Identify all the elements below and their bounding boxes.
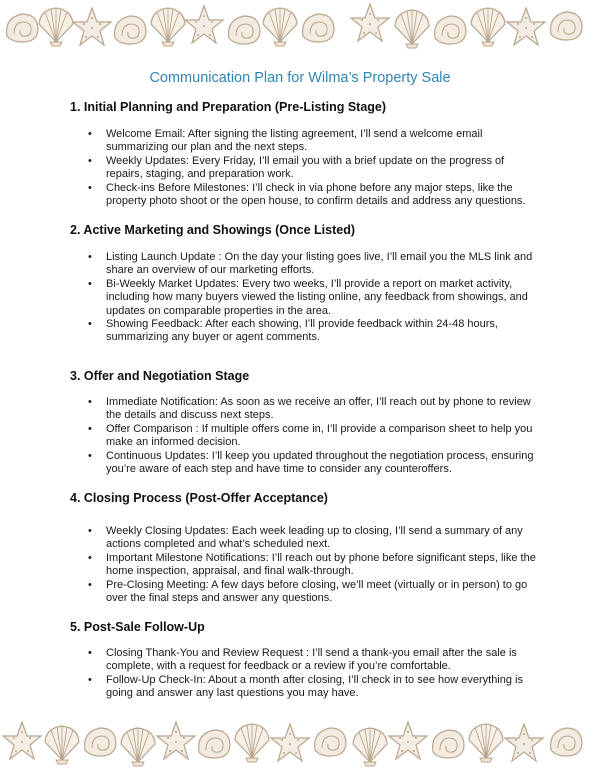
list-item <box>0 423 600 450</box>
page-title: Communication Plan for Wilma’s Property Sale <box>149 70 451 86</box>
list-item <box>0 525 600 552</box>
bullet-icon: • <box>88 422 92 435</box>
item-label: Weekly Closing Updates <box>106 525 226 537</box>
item-text: : If multiple offers come in, I’ll provide a comparison sheet to help you make an informed decision. <box>106 422 533 449</box>
bullet-icon: • <box>88 251 92 263</box>
item-text: : Each week leading up to closing, I’ll send a summary of any actions completed and what’s scheduled next. <box>106 525 523 551</box>
bullet-icon: • <box>88 128 92 140</box>
list-item <box>0 128 600 155</box>
item-text: : On the day your listing goes live, I’ll email you the MLS link and share an overview of our marketing efforts. <box>106 251 533 277</box>
bullet-icon: • <box>88 578 92 591</box>
section-heading: 4. Closing Process (Post-Offer Acceptance) <box>70 491 328 505</box>
section-items <box>0 128 600 208</box>
item-text: : After each showing, I’ll provide feedback within 24-48 hours, summarizing any buyer or agent comments. <box>106 318 498 344</box>
list-item <box>0 552 600 579</box>
list-item <box>0 450 600 477</box>
item-label: Showing Feedback <box>106 318 200 331</box>
list-item <box>0 647 600 674</box>
item-text: : I’ll check in via phone before any major steps, like the property photo shoot or the open house, to confirm details and address any questions. <box>106 181 526 208</box>
section-items <box>0 251 600 345</box>
bullet-icon: • <box>88 396 92 408</box>
section-heading: 2. Active Marketing and Showings (Once Listed) <box>70 223 356 237</box>
bullet-icon: • <box>88 449 92 462</box>
item-label: Closing Thank-You and Review Request <box>106 647 303 659</box>
list-item <box>0 579 600 606</box>
item-text: : About a month after closing, I’ll check in to see how everything is going and answer any last questions you may have. <box>106 673 523 700</box>
section-heading: 3. Offer and Negotiation Stage <box>70 369 250 383</box>
section-items <box>0 647 600 701</box>
bullet-icon: • <box>88 647 92 659</box>
item-label: Immediate Notification <box>106 396 215 408</box>
item-text: : Every Friday, I’ll email you with a brief update on the progress of repairs, staging, and preparation work. <box>106 154 505 181</box>
item-label: Important Milestone Notifications <box>106 551 266 564</box>
list-item <box>0 278 600 318</box>
seashell-border-bottom <box>0 712 600 774</box>
list-item <box>0 182 600 209</box>
list-item <box>0 396 600 423</box>
bullet-icon: • <box>88 673 92 686</box>
section-items <box>0 396 600 476</box>
bullet-icon: • <box>88 277 92 290</box>
item-text: : After signing the listing agreement, I’ll send a welcome email summarizing our plan and the next steps. <box>106 128 483 154</box>
list-item <box>0 155 600 182</box>
bullet-icon: • <box>88 525 92 537</box>
item-text: : As soon as we receive an offer, I’ll reach out by phone to review the details and discuss next steps. <box>106 396 531 422</box>
item-label: Follow-Up Check-In <box>106 673 203 686</box>
section-heading: 5. Post-Sale Follow-Up <box>70 620 205 634</box>
item-text: : A few days before closing, we’ll meet (virtually or in person) to go over the final steps and answer any questions. <box>106 578 528 605</box>
section-heading: 1. Initial Planning and Preparation (Pre-Listing Stage) <box>70 100 387 114</box>
section-items <box>0 525 600 605</box>
item-text: : I’ll reach out by phone before significant steps, like the home inspection, appraisal, and final walk-through. <box>106 551 536 578</box>
list-item <box>0 318 600 345</box>
list-item <box>0 251 600 278</box>
item-label: Bi-Weekly Market Updates <box>106 277 237 290</box>
bullet-icon: • <box>88 154 92 167</box>
item-label: Check-ins Before Milestones <box>106 181 247 194</box>
item-label: Listing Launch Update <box>106 251 216 263</box>
list-item <box>0 674 600 701</box>
bullet-icon: • <box>88 181 92 194</box>
item-text: : Every two weeks, I’ll provide a report on market activity, including how many buyers viewed the listing online, any feedback from showings, and updates on comparable properties in the area. <box>106 277 528 317</box>
item-label: Offer Comparison <box>106 422 193 435</box>
item-label: Weekly Updates <box>106 154 186 167</box>
bullet-icon: • <box>88 318 92 331</box>
item-label: Pre-Closing Meeting <box>106 578 206 591</box>
item-text: : I’ll keep you updated throughout the negotiation process, ensuring you’re aware of each step and have time to consider any counteroffers. <box>106 449 534 476</box>
item-label: Welcome Email <box>106 128 183 140</box>
seashell-border-top <box>0 0 600 62</box>
bullet-icon: • <box>88 551 92 564</box>
item-label: Continuous Updates <box>106 449 206 462</box>
item-text: : I’ll send a thank-you email after the sale is complete, with a request for feedback or a review if you’re comfortable. <box>106 647 517 673</box>
